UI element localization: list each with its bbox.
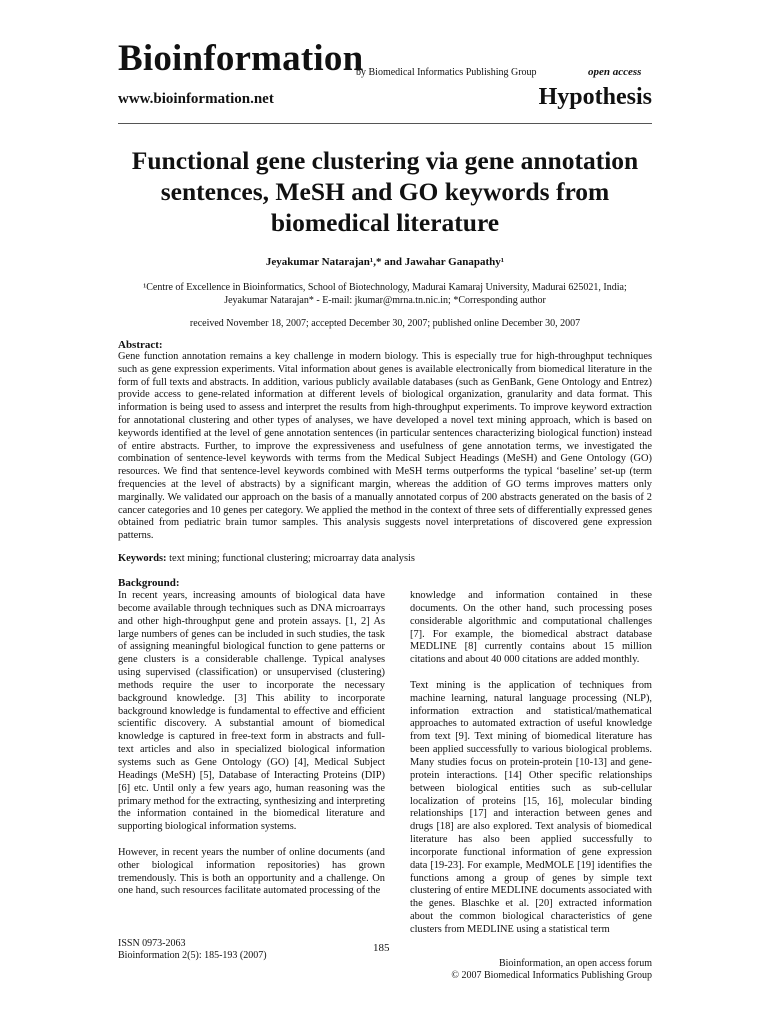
open-access-label: open access <box>588 66 642 78</box>
keywords-value: text mining; functional clustering; microarray data analysis <box>169 553 415 564</box>
citation: Bioinformation 2(5): 185-193 (2007) <box>118 950 267 961</box>
author-list: Jeyakumar Natarajan¹,* and Jawahar Ganapathy¹ <box>265 256 505 268</box>
corresponding-contact: Jeyakumar Natarajan* - E-mail: jkumar@mrna.tn.nic.in; *Corresponding author <box>224 295 546 306</box>
journal-url[interactable]: www.bioinformation.net <box>118 91 274 107</box>
abstract-heading: Abstract: <box>118 339 163 351</box>
section-label: Hypothesis <box>538 84 652 110</box>
abstract-body: Gene function annotation remains a key challenge in modern biology. This is especially true for high-throughput techniques such as gene expression experiments. Vital information about genes is available electronically from biomedical literature in the form of full texts and abstracts. In addition, various publicly available databases (such as GenBank, Gene Ontology and Entrez) provide access to gene-related information at different levels of biological organization, granularity and data format. This information is being used to assess and interpret the results from high-throughput experiments. To improve keyword extraction for annotational clustering and other types of analyses, we have developed a novel text mining approach, which is based on keywords identified at the level of gene annotation sentences (in particular sentences characterizing biological function) instead of entire abstracts. Further, to improve the expressiveness and usefulness of gene annotation terms, we investigated the combination of sentence-level keywords with terms from the Medical Subject Headings (MeSH) and Gene Ontology (GO) resources. We find that sentence-level keywords combined with MeSH terms outperforms the typical ‘baseline’ set-up (term frequencies at the level of abstracts) by a significant margin, whereas the addition of GO terms improves matters only marginally. We validated our approach on the basis of a manually annotated corpus of 200 abstracts generated on the basis of 2 cancer categories and 10 genes per category. We applied the method in the context of three sets of differentially expressed genes obtained from pediatric brain tumor samples. This analysis suggests novel interpretations of discovered gene expression patterns. <box>118 351 652 542</box>
paragraph: In recent years, increasing amounts of biological data have become available through techniques such as DNA microarrays and other high-throughput gene and protein assays. [1, 2] As large numbers of genes can be included in such studies, the task of assigning meaningful biological function to gene patterns or gene clusters is a considerable challenge. Typical analyses using supervised (classification) or unsupervised (clustering) methods require the user to incorporate the necessary background knowledge. [3] This ability to incorporate background knowledge is fundamental to effective and efficient scientific discovery. A substantial amount of biomedical knowledge is captured in free-text form in abstracts and full-text articles and also in specialized biological information systems such as Gene Ontology (GO) [4], Medical Subject Headings (MeSH) [5], Database of Interacting Proteins (DIP) [6] etc. Until only a few years ago, human reasoning was the primary method for the extracting, synthesizing and interpreting the information contained in the biomedical literature and supporting biological information systems. <box>118 590 385 833</box>
header-divider <box>118 123 652 124</box>
keywords-line <box>118 553 415 564</box>
keywords-label: Keywords: <box>118 553 167 564</box>
background-heading: Background: <box>118 577 180 589</box>
issn: ISSN 0973-2063 <box>118 938 186 949</box>
journal-name: Bioinformation <box>118 38 364 79</box>
affiliation: ¹Centre of Excellence in Bioinformatics, School of Biotechnology, Madurai Kamaraj University, Madurai 625021, India; <box>143 282 627 293</box>
forum-line: Bioinformation, an open access forum <box>498 958 652 969</box>
publisher-line: by Biomedical Informatics Publishing Group <box>356 67 537 78</box>
article-title: Functional gene clustering via gene annotation sentences, MeSH and GO keywords from biomedical literature <box>131 146 639 237</box>
publication-dates: received November 18, 2007; accepted December 30, 2007; published online December 30, 2007 <box>189 318 581 329</box>
body-column-left <box>118 590 385 911</box>
paragraph: knowledge and information contained in these documents. On the other hand, such processing poses considerable algorithmic and computational challenges [7]. For example, the biomedical abstract database MEDLINE [8] currently contains about 15 million citations and about 40 000 citations are added monthly. <box>410 590 652 666</box>
paragraph: Text mining is the application of techniques from machine learning, natural language processing (NLP), information extraction and statistical/mathematical approaches to automated extraction of useful knowledge from text [9]. Text mining of biomedical literature has been applied successfully to various biological problems. Many studies focus on protein-protein [10-13] and gene-protein interactions. [14] Other specific relationships between biological entities such as sub-cellular localization of proteins [15, 16], molecular binding relationships [17] and interaction between genes and drugs [18] are also explored. Text analysis of biomedical literature has also been applied successfully to incorporate functional information of gene expression data [19-23]. For example, MedMOLE [19] identifies the functions among a group of genes by simple text clustering of entire MEDLINE documents associated with the genes. Blaschke et al. [20] extracted information about the common biological characteristics of gene clusters from MEDLINE using a statistical term <box>410 679 652 935</box>
copyright: © 2007 Biomedical Informatics Publishing Group <box>451 970 652 981</box>
paragraph: However, in recent years the number of online documents (and other biological information repositories) has grown tremendously. This is both an opportunity and a challenge. On one hand, such resources facilitate automated processing of the <box>118 846 385 897</box>
page-number: 185 <box>373 942 390 954</box>
body-column-right <box>410 590 652 950</box>
